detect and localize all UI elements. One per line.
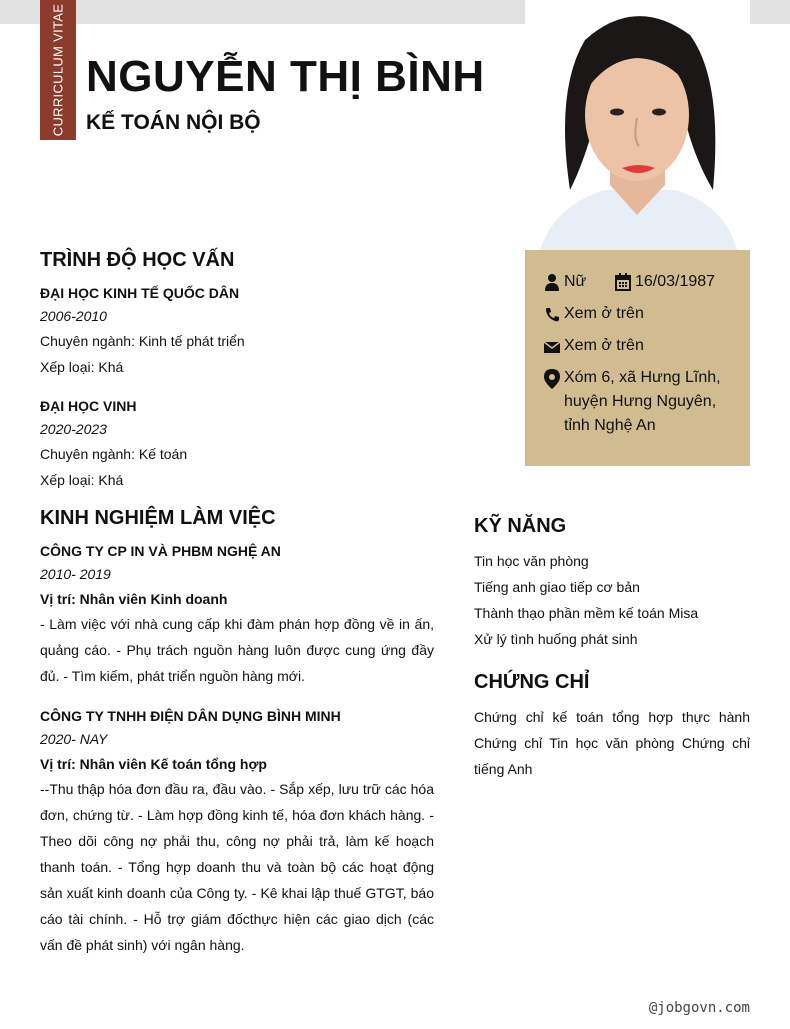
education-school: ĐẠI HỌC VINH (40, 398, 137, 414)
address-line: tỉnh Nghệ An (564, 417, 656, 434)
experience-description: - Làm việc với nhà cung cấp khi đàm phán hợp đồng về in ấn, quảng cáo. - Phụ trách nguồn hàng luôn được cung ứng đầy đủ. - Tìm kiếm, phát triển nguồn hàng mới. (40, 616, 434, 684)
skill-item: Tiếng anh giao tiếp cơ bản (474, 579, 640, 595)
education-grade: Xếp loại: Khá (40, 359, 124, 375)
candidate-name: NGUYỄN THỊ BÌNH (86, 52, 485, 101)
address-line: huyện Hưng Nguyên, (564, 393, 717, 410)
phone-row (544, 302, 644, 326)
gender-row (544, 270, 586, 294)
phone-icon (544, 305, 560, 323)
education-period: 2006-2010 (40, 308, 107, 324)
address-row (544, 366, 721, 438)
experience-position: Vị trí: Nhân viên Kinh doanh (40, 591, 228, 607)
birthday-value: 16/03/1987 (635, 273, 716, 290)
skill-item: Thành thạo phần mềm kế toán Misa (474, 605, 699, 621)
experience-position: Vị trí: Nhân viên Kế toán tổng hợp (40, 756, 267, 772)
experience-period: 2020- NAY (40, 731, 108, 747)
skill-item: Xử lý tình huống phát sinh (474, 631, 638, 647)
address-value (564, 366, 721, 438)
email-value: Xem ở trên (564, 337, 644, 354)
experience-period: 2010- 2019 (40, 566, 111, 582)
person-icon (544, 273, 560, 291)
skill-item: Tin học văn phòng (474, 553, 589, 569)
certificates-heading: CHỨNG CHỈ (474, 671, 590, 693)
calendar-icon (615, 273, 631, 291)
contact-panel (525, 250, 750, 466)
location-pin-icon (544, 369, 560, 389)
gender-value: Nữ (564, 273, 587, 290)
birthday-row (615, 270, 715, 294)
experience-description: --Thu thập hóa đơn đầu ra, đầu vào. - Sắp xếp, lưu trữ các hóa đơn, chứng từ. - Làm hợp đồng kinh tế, hóa đơn khách hàng. - Theo dõi công nợ phải thu, công nợ phải trả, làm kế hoạch thanh toán. - Tổng hợp doanh thu và toàn bộ các hoạt động sản xuất kinh doanh của Công ty. - Kê khai lập thuế GTGT, báo cáo tài chính. - Hỗ trợ giám đốcthực hiện các giao dịch (các vấn đề phát sinh) với ngân hàng. (40, 781, 434, 953)
experience-company: CÔNG TY CP IN VÀ PHBM NGHỆ AN (40, 543, 281, 559)
email-row (544, 334, 644, 358)
phone-value: Xem ở trên (564, 305, 644, 322)
envelope-icon (544, 337, 560, 355)
profile-photo (525, 0, 750, 250)
address-line: Xóm 6, xã Hưng Lĩnh, (564, 369, 721, 386)
education-major: Chuyên ngành: Kinh tế phát triển (40, 333, 245, 349)
cv-label-tab (40, 0, 76, 140)
experience-company: CÔNG TY TNHH ĐIỆN DÂN DỤNG BÌNH MINH (40, 708, 341, 724)
skills-heading: KỸ NĂNG (474, 515, 567, 537)
certificates-text: Chứng chỉ kế toán tổng hợp thực hành Chứng chỉ Tin học văn phòng Chứng chỉ tiếng Anh (474, 709, 750, 777)
cv-label: CURRICULUM VITAE (50, 3, 66, 137)
education-heading: TRÌNH ĐỘ HỌC VẤN (40, 249, 235, 271)
experience-heading: KINH NGHIỆM LÀM VIỆC (40, 507, 276, 529)
education-grade: Xếp loại: Khá (40, 472, 124, 488)
education-major: Chuyên ngành: Kế toán (40, 446, 188, 462)
job-title: KẾ TOÁN NỘI BỘ (86, 111, 261, 134)
watermark: @jobgovn.com (648, 1000, 750, 1016)
education-school: ĐẠI HỌC KINH TẾ QUỐC DÂN (40, 285, 240, 301)
education-period: 2020-2023 (40, 421, 107, 437)
